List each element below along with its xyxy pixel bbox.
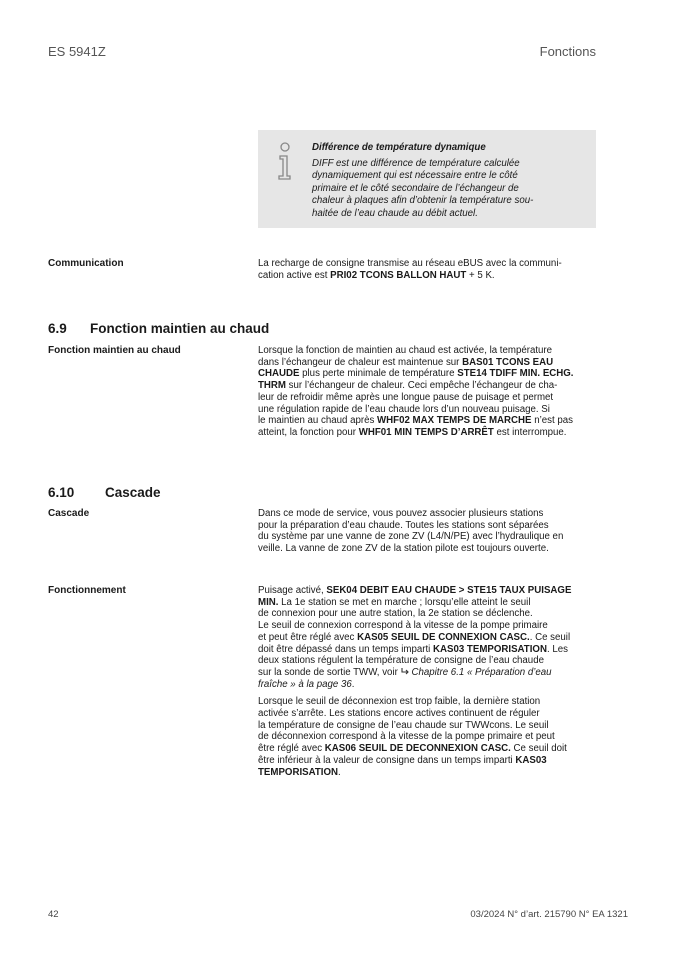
text-line: Dans ce mode de service, vous pouvez associer plusieurs stations (258, 508, 544, 519)
parameter-name: WHF01 MIN TEMPS D’ARRÊT (358, 426, 494, 438)
text-line: activée s’arrête. Les stations encore actives continuent de réguler (258, 708, 540, 720)
text-run: . Les (546, 643, 568, 655)
text-line: veille. La vanne de zone ZV de la station pilote est toujours ouverte. (258, 543, 549, 555)
parameter-name: MIN. (258, 596, 279, 608)
text-line: Lorsque le seuil de déconnexion est trop faible, la dernière station (258, 696, 541, 708)
text-run: + 5 K. (466, 269, 495, 281)
maintien-text (258, 345, 598, 439)
text-run: et peut être réglé avec (258, 631, 358, 643)
text-run: Puisage activé, (258, 585, 327, 596)
parameter-name: SEK04 DEBIT EAU CHAUDE > STE15 TAUX PUISAGE (326, 585, 572, 596)
parameter-name: KAS03 TEMPORISATION (433, 643, 547, 655)
note-title: Différence de température dynamique (312, 142, 486, 153)
text-line: la température de consigne de l’eau chaude sur TWWcons. Le seuil (258, 719, 549, 731)
section-number: 6.9 (48, 321, 67, 336)
note-line: haitée de l’eau chaude au débit actuel. (312, 207, 478, 219)
paragraph (258, 585, 598, 690)
parameter-name: KAS03 (515, 754, 547, 766)
text-run: La recharge de consigne transmise au réseau eBUS avec la communi- (258, 258, 562, 269)
text-run: La 1e station se met en marche ; lorsqu’elle atteint le seuil (278, 596, 531, 608)
note-line: primaire et le côté secondaire de l’échangeur de (312, 182, 519, 194)
note-line: chaleur à plaques afin d’obtenir la température sou- (312, 195, 534, 207)
cascade-text (258, 508, 598, 555)
fonctionnement-label: Fonctionnement (48, 585, 126, 596)
text-run: . (351, 678, 355, 690)
text-line: pour la préparation d’eau chaude. Toutes les stations sont séparées (258, 519, 549, 531)
chapter-title: Fonctions (539, 44, 596, 59)
text-run: . Ce seuil (529, 631, 571, 643)
text-run: . (338, 766, 341, 778)
text-line: du système par une vanne de zone ZV (L4/N/PE) avec l’hydraulique en (258, 531, 564, 543)
parameter-name: CHAUDE (258, 368, 300, 380)
parameter-name: WHF02 MAX TEMPS DE MARCHE (377, 415, 532, 427)
text-run: Ce seuil doit (510, 743, 567, 755)
section-title: Fonction maintien au chaud (90, 321, 270, 336)
text-run: doit être dépassé dans un temps imparti (258, 643, 434, 655)
text-run: leur de refroidir même après une longue pause de puisage et permet (258, 391, 554, 403)
cascade-label: Cascade (48, 508, 90, 519)
communication-text (258, 258, 598, 281)
doc-id: ES 5941Z (48, 44, 106, 59)
parameter-name: STE14 TDIFF MIN. ECHG. (457, 368, 574, 380)
parameter-name: BAS01 TCONS EAU (462, 356, 554, 368)
communication-label: Communication (48, 258, 124, 269)
info-note (258, 130, 596, 228)
text-run: est interrompue. (493, 426, 567, 438)
section-heading-6-9 (48, 321, 269, 336)
text-run: sur l’échangeur de chaleur. Ceci empêche l’échangeur de cha- (285, 380, 558, 392)
paragraph (258, 696, 598, 778)
note-line: dynamiquement qui est nécessaire entre le côté (312, 170, 518, 182)
parameter-name: KAS05 SEUIL DE CONNEXION CASC. (357, 631, 530, 643)
text-run: sur la sonde de sortie TWW, voir (258, 666, 401, 678)
document-reference: 03/2024 N° d’art. 215790 N° EA 1321 (470, 909, 628, 920)
text-run: n’est pas (531, 415, 573, 427)
page-number: 42 (48, 909, 59, 920)
text-line: de connexion pour une autre station, la 2e station se déclenche. (258, 608, 533, 620)
parameter-name: PRI02 TCONS BALLON HAUT (330, 269, 467, 281)
text-run: le maintien au chaud après (258, 415, 378, 427)
text-line: deux stations régulent la température de consigne de l’eau chaude (258, 655, 544, 667)
info-icon (274, 142, 296, 182)
parameter-name: THRM (258, 380, 286, 392)
text-run: être inférieur à la valeur de consigne dans un temps imparti (258, 754, 516, 766)
text-line: Le seuil de connexion correspond à la vitesse de la pompe primaire (258, 620, 548, 632)
link-arrow-icon (401, 667, 410, 676)
maintien-label: Fonction maintien au chaud (48, 345, 181, 356)
text-run: une régulation rapide de l’eau chaude lors d’un nouveau puisage. Si (258, 403, 550, 415)
text-run: Lorsque la fonction de maintien au chaud est activée, la température (258, 345, 553, 356)
text-run: plus perte minimale de température (299, 368, 458, 380)
text-run: atteint, la fonction pour (258, 426, 359, 438)
cross-reference-link[interactable]: fraîche » à la page 36 (258, 678, 352, 690)
section-title: Cascade (105, 485, 161, 500)
text-run: être réglé avec (258, 743, 325, 755)
section-heading-6-10 (48, 485, 161, 500)
parameter-name: TEMPORISATION (258, 766, 339, 778)
text-run: cation active est (258, 269, 331, 281)
text-line: de déconnexion correspond à la vitesse de la pompe primaire et peut (258, 731, 555, 743)
cross-reference-link[interactable]: Chapitre 6.1 « Préparation d’eau (411, 666, 552, 678)
parameter-name: KAS06 SEUIL DE DECONNEXION CASC. (324, 743, 511, 755)
fonctionnement-text (258, 585, 598, 784)
text-run: dans l’échangeur de chaleur est maintenue sur (258, 356, 463, 368)
note-text (312, 142, 584, 221)
section-number: 6.10 (48, 485, 75, 500)
note-line: DIFF est une différence de température calculée (312, 157, 520, 169)
